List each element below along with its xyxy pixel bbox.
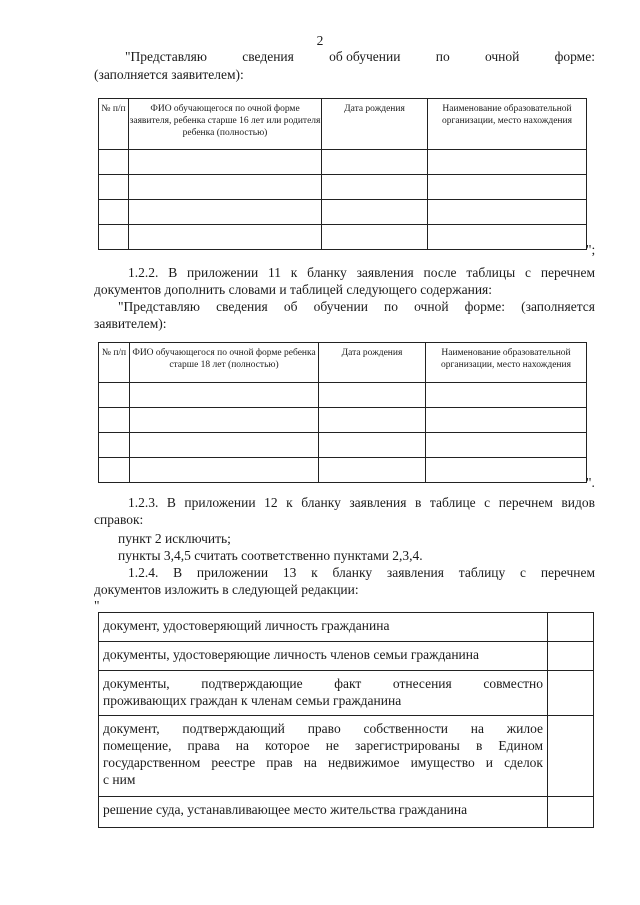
document-text: документы, удостоверяющие личность членов семьи гражданина [103, 647, 479, 662]
table-row [99, 797, 594, 828]
document-text: документ, подтверждающий право собственности на жилое [103, 721, 543, 736]
document-cell [99, 642, 548, 671]
table-row [99, 408, 587, 433]
mark-cell [548, 797, 594, 828]
document-text: проживающих граждан к членам семьи гражданина [103, 693, 402, 708]
header-fio: ФИО обучающегося по очной форме заявителя, ребенка старше 16 лет или родителя ребенка (полностью) [129, 99, 322, 150]
header-number: № п/п [99, 99, 129, 150]
mark-cell [548, 671, 594, 716]
document-cell [99, 797, 548, 828]
table-education-16 [98, 98, 587, 250]
paragraph-1-2-4: 1.2.4. В приложении 13 к бланку заявления таблицу с перечнем [128, 565, 595, 580]
paragraph-1-2-3: 1.2.3. В приложении 12 к бланку заявления в таблице с перечнем видов [128, 495, 595, 510]
header-number: № п/п [99, 343, 130, 383]
table-row [99, 150, 587, 175]
table-education-18 [98, 342, 587, 483]
table-row [99, 671, 594, 716]
table-row [99, 613, 594, 642]
table-row [99, 175, 587, 200]
documents-table [98, 612, 594, 828]
table-row [99, 383, 587, 408]
block2-intro-cont: заявителем): [94, 316, 167, 331]
closing-quote: "; [586, 242, 596, 257]
header-birthdate: Дата рождения [322, 99, 428, 150]
document-text: документ, удостоверяющий личность гражданина [103, 618, 390, 633]
paragraph-1-2-4-cont: документов изложить в следующей редакции: [94, 582, 359, 597]
paragraph-1-2-2-cont: документов дополнить словами и таблицей следующего содержания: [94, 282, 492, 297]
document-cell [99, 716, 548, 797]
header-fio: ФИО обучающегося по очной форме ребенка старше 18 лет (полностью) [130, 343, 319, 383]
word: об обучении [329, 49, 401, 64]
mark-cell [548, 613, 594, 642]
page-number: 2 [316, 33, 324, 48]
document-cell [99, 613, 548, 642]
opening-quote: " [94, 598, 100, 613]
word: сведения [242, 49, 294, 64]
header-birthdate: Дата рождения [319, 343, 426, 383]
table-row [99, 200, 587, 225]
table-row [99, 433, 587, 458]
header-organization: Наименование образовательной организации, место нахождения [428, 99, 587, 150]
block1-line2: (заполняется заявителем): [94, 67, 244, 82]
document-text: с ним [103, 772, 136, 787]
table-row [99, 716, 594, 797]
block2-intro: "Представляю сведения об обучении по очной форме: (заполняется [118, 299, 595, 314]
paragraph-1-2-2: 1.2.2. В приложении 11 к бланку заявления после таблицы с перечнем [128, 265, 595, 280]
word: очной [484, 49, 520, 64]
block1-line1 [125, 48, 595, 65]
header-organization: Наименование образовательной организации, место нахождения [426, 343, 587, 383]
document-cell [99, 671, 548, 716]
document-text: государственном реестре прав на недвижимое имущество и сделок [103, 755, 543, 770]
table-row [99, 225, 587, 250]
mark-cell [548, 642, 594, 671]
word: форме: [554, 49, 595, 64]
table-row [99, 642, 594, 671]
document-text: помещение, права на которое не зарегистрированы в Едином [103, 738, 543, 753]
document-text: документы, подтверждающие факт отнесения совместно [103, 676, 543, 691]
paragraph-1-2-3-cont: справок: [94, 512, 144, 527]
table-row [99, 458, 587, 483]
word: по [435, 49, 450, 64]
word: "Представляю [125, 49, 207, 64]
mark-cell [548, 716, 594, 797]
item-exclude: пункт 2 исключить; [118, 531, 231, 546]
document-text: решение суда, устанавливающее место жительства гражданина [103, 802, 468, 817]
item-renumber: пункты 3,4,5 считать соответственно пунктами 2,3,4. [118, 548, 423, 563]
closing-quote: ". [586, 475, 595, 490]
